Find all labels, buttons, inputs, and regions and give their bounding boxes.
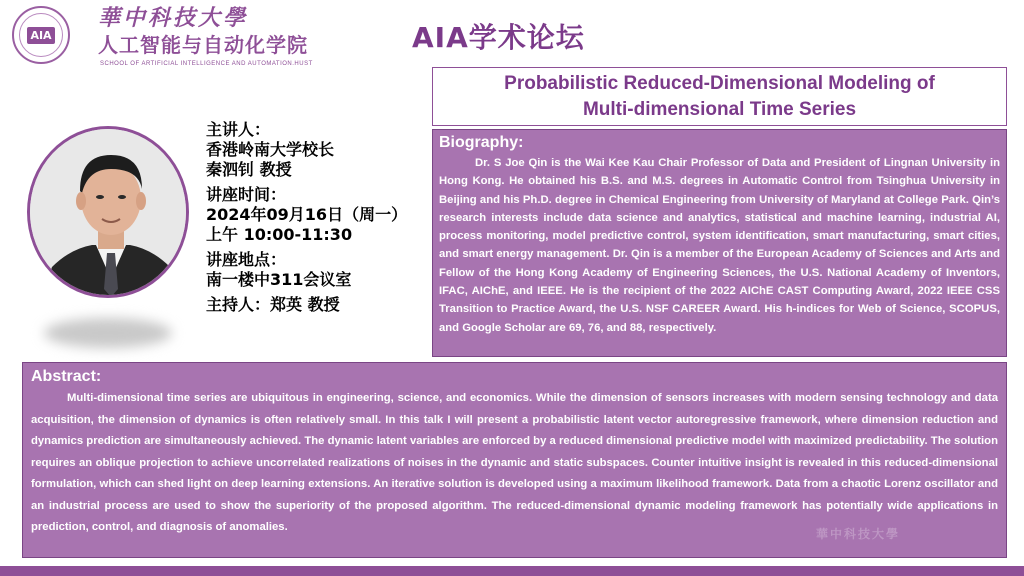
talk-title-box	[432, 67, 1007, 126]
biography-heading: Biography:	[439, 134, 524, 151]
speaker-portrait-icon	[30, 129, 189, 298]
lecture-time-label: 讲座时间：	[206, 185, 287, 204]
speaker-info	[206, 120, 407, 315]
footer-bar	[0, 566, 1024, 576]
university-watermark: 華中科技大學	[816, 527, 901, 541]
biography-panel	[432, 129, 1007, 357]
abstract-text: Multi-dimensional time series are ubiquitous in engineering, science, and economics. While the dimension of sensors increases with modern sensing technology and data acquisition, the dimension of dynamics is often relatively small. In this talk I will present a probabilistic latent vector autoregressive framework, where dimension reduction and dynamics prediction are simultaneously achieved. The dynamic latent variables are enforced by a reduced dimensional predictive model with maximized predictability. The solution requires an oblique projection to achieve uncorrelated realizations of noises in the dynamic and static subspaces. Counter intuitive insight is revealed in this reduced-dimensional formulation, which can shed light on deep learning extensions. An iterative solution is developed using a maximum likelihood framework. Data from a chaotic Lorenz oscillator and an industrial process are used to show the superiority of the proposed algorithm. The reduced-dimensional dynamic modeling framework has potentially wide applications in prediction, control, and diagnosis of anomalies.	[31, 392, 998, 533]
speaker-photo	[27, 126, 189, 298]
abstract-panel	[22, 362, 1007, 558]
speaker-name: 秦泗钊 教授	[206, 160, 292, 179]
biography-text: Dr. S Joe Qin is the Wai Kee Kau Chair Professor of Data and President of Lingnan University in Hong Kong. He obtained his B.S. and M.S. degrees in Automatic Control from Tsinghua University in Beijing and his Ph.D. degree in Chemical Engineering from University of Maryland at College Park. Qin’s research interests include data science and analytics, statistical and machine learning, industrial AI, process monitoring, model predictive control, system identification, smart manufacturing, smart cities, and smart energy management. Dr. Qin is a member of the European Academy of Sciences and Arts and Fellow of the Hong Kong Academy of Engineering Sciences, the U.S. National Academy of Inventors, IFAC, AIChE, and IEEE. He is the recipient of the 2022 AIChE CAST Computing Award, 2022 IEEE CSS Transition to Practice Award, the U.S. NSF CAREER Award. His h-indices for Web of Science, SCOPUS, and Google Scholar are 69, 76, and 88, respectively.	[439, 157, 1000, 334]
lecture-venue-label: 讲座地点：	[206, 250, 287, 269]
photo-shadow	[44, 318, 172, 348]
school-name: 人工智能与自动化学院	[98, 33, 308, 57]
forum-title: AIA学术论坛	[412, 21, 585, 54]
talk-title-line1: Probabilistic Reduced-Dimensional Modeling of	[504, 72, 935, 94]
school-name-english: SCHOOL OF ARTIFICIAL INTELLIGENCE AND AUTOMATION.HUST	[100, 61, 313, 67]
abstract-heading: Abstract:	[31, 368, 102, 385]
lecture-host: 主持人：郑英 教授	[206, 295, 340, 314]
seal-inner-ring	[19, 13, 63, 57]
talk-title-line2: Multi-dimensional Time Series	[582, 98, 857, 120]
seal-badge: AIA	[27, 27, 54, 44]
speaker-label: 主讲人：	[206, 120, 271, 139]
lecture-time: 上午 10:00-11:30	[206, 225, 353, 244]
lecture-venue: 南一楼中311会议室	[206, 270, 352, 289]
school-logo-seal	[12, 6, 70, 64]
university-name: 華中科技大學	[98, 5, 249, 31]
lecture-date: 2024年09月16日（周一）	[206, 205, 408, 224]
school-logo-text	[98, 6, 313, 67]
speaker-title: 香港岭南大学校长	[206, 140, 335, 159]
